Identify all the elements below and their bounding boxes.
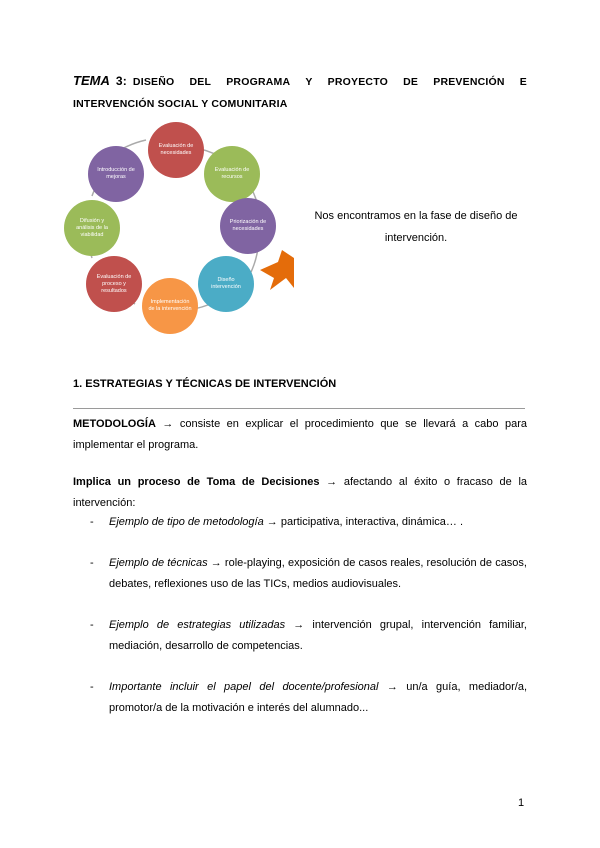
title-word: DEL <box>189 76 212 88</box>
cycle-node: Priorización de necesidades <box>220 198 276 254</box>
bullet-dash: - <box>90 557 94 569</box>
bullet-text: → intervención grupal, intervención familiar, mediación, desarrollo de competencias. <box>109 619 527 652</box>
phase-note: Nos encontramos en la fase de diseño de intervención. <box>314 210 518 244</box>
bullet-dash: - <box>90 516 94 528</box>
bullet-text: → role-playing, exposición de casos reales, resolución de casos, debates, reflexiones uso de las TICs, medios audiovisuales. <box>109 557 527 590</box>
cycle-node: Evaluación de recursos <box>204 146 260 202</box>
bullet-text: → un/a guía, mediador/a, promotor/a de la motivación e interés del alumnado... <box>109 681 528 714</box>
implica-term: Implica un proceso de Toma de Decisiones <box>73 476 320 488</box>
list-item <box>73 615 527 657</box>
cycle-node: Difusión y análisis de la viabilidad <box>64 200 120 256</box>
title-word: Y <box>305 76 313 88</box>
metodologia-text: → consiste en explicar el procedimiento que se llevará a cabo para implementar el programa. <box>73 418 527 451</box>
bullet-text: → participativa, interactiva, dinámica… . <box>263 516 464 528</box>
bullet-dash: - <box>90 681 94 693</box>
list-item <box>73 512 527 533</box>
title-word: PREVENCIÓN <box>433 76 505 88</box>
title-word: E <box>519 76 527 88</box>
implica-text: → afectando al éxito o fracaso de la intervención: <box>73 476 527 509</box>
title-word: DISEÑO <box>132 76 175 88</box>
title-tema: TEMA <box>73 73 110 88</box>
bullet-lead: Importante incluir el papel del docente/profesional <box>109 681 379 693</box>
arrow-icon <box>260 250 294 290</box>
examples-list <box>73 512 527 739</box>
implica-paragraph <box>73 472 527 514</box>
metodologia-term: METODOLOGÍA <box>73 418 156 430</box>
list-item <box>73 553 527 595</box>
bullet-lead: Ejemplo de tipo de metodología <box>109 516 264 528</box>
metodologia-paragraph <box>73 414 527 456</box>
page-number: 1 <box>518 797 525 809</box>
title-word: PROGRAMA <box>226 76 291 88</box>
title-number: 3: <box>115 74 127 88</box>
cycle-node: Diseño intervención <box>198 256 254 312</box>
cycle-node: Implementación de la intervención <box>142 278 198 334</box>
cycle-node: Evaluación de necesidades <box>148 122 204 178</box>
title-word: PROYECTO <box>327 76 389 88</box>
title-line-2: INTERVENCIÓN SOCIAL Y COMUNITARIA <box>73 98 288 110</box>
current-phase-arrow <box>60 118 300 338</box>
section-divider <box>73 408 525 409</box>
bullet-lead: Ejemplo de estrategias utilizadas <box>109 619 286 631</box>
title-line-1 <box>73 70 527 93</box>
bullet-lead: Ejemplo de técnicas <box>109 557 208 569</box>
intervention-cycle-diagram <box>60 118 300 338</box>
cycle-node: Introducción de mejoras <box>88 146 144 202</box>
document-title <box>73 70 527 115</box>
cycle-node: Evaluación de proceso y resultados <box>86 256 142 312</box>
title-word: DE <box>403 76 419 88</box>
section-heading: 1. ESTRATEGIAS Y TÉCNICAS DE INTERVENCIÓN <box>73 378 337 390</box>
bullet-dash: - <box>90 619 94 631</box>
list-item <box>73 677 527 719</box>
